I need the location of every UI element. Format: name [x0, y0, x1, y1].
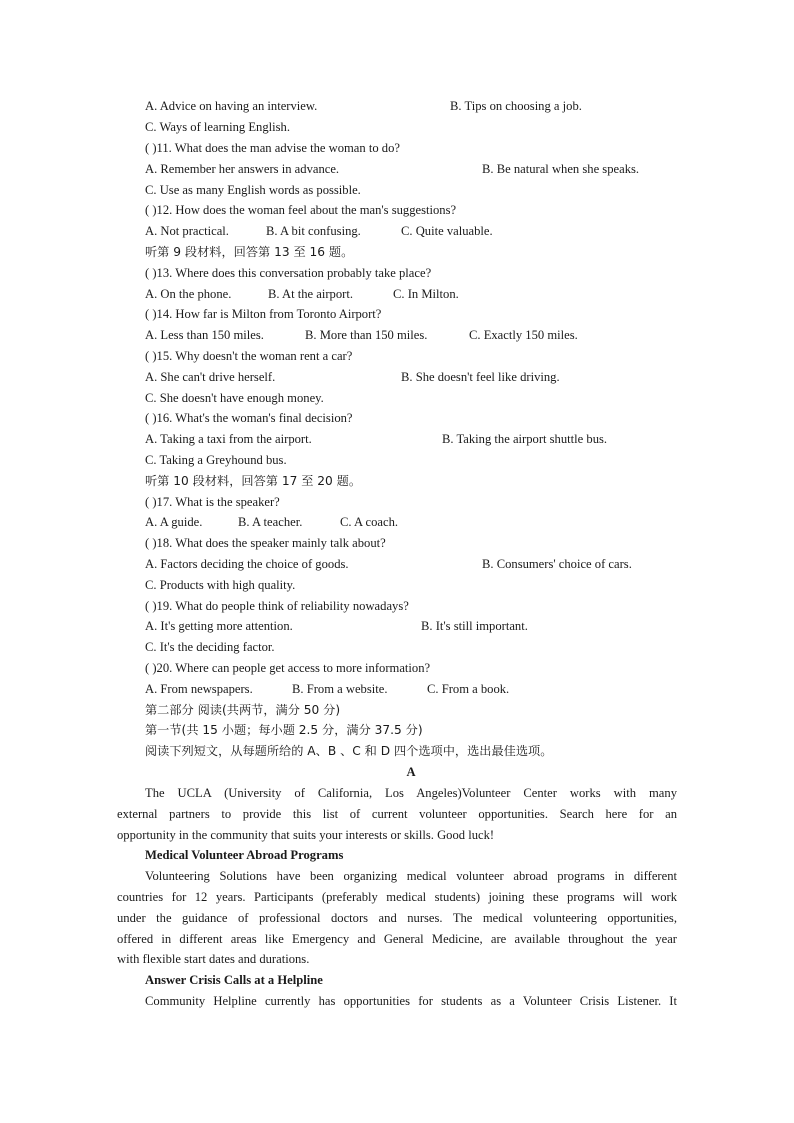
q11-option-c: C. Use as many English words as possible. — [145, 183, 361, 197]
q16-stem: ( )16. What's the woman's final decision? — [145, 411, 353, 425]
q13-option-c: C. In Milton. — [393, 287, 459, 301]
q11-option-a: A. Remember her answers in advance. — [145, 162, 340, 176]
q15-option-b: B. She doesn't feel like driving. — [401, 370, 560, 384]
intro-line-2: external partners to provide this list of current volunteer opportunities. Search here for an — [117, 807, 677, 821]
q19-option-a: A. It's getting more attention. — [145, 619, 293, 633]
para1-line-1: Volunteering Solutions have been organizing medical volunteer abroad programs in different — [145, 869, 677, 883]
q17-stem: ( )17. What is the speaker? — [145, 495, 280, 509]
q12-option-b: B. A bit confusing. — [266, 224, 361, 238]
intro-line-1: The UCLA (University of California, Los Angeles)Volunteer Center works with many — [145, 786, 677, 800]
section-10-instruction: 听第 10 段材料，回答第 17 至 20 题。 — [145, 474, 362, 488]
q20-option-a: A. From newspapers. — [145, 682, 253, 696]
q20-stem: ( )20. Where can people get access to more information? — [145, 661, 431, 675]
q12-option-a: A. Not practical. — [145, 224, 229, 238]
q13-option-b: B. At the airport. — [268, 287, 353, 301]
q14-stem: ( )14. How far is Milton from Toronto Airport? — [145, 307, 382, 321]
q19-option-b: B. It's still important. — [421, 619, 528, 633]
q16-option-a: A. Taking a taxi from the airport. — [145, 432, 312, 446]
q20-option-c: C. From a book. — [427, 682, 510, 696]
q17-option-b: B. A teacher. — [238, 515, 303, 529]
q16-option-c: C. Taking a Greyhound bus. — [145, 453, 287, 467]
section-9-instruction: 听第 9 段材料，回答第 13 至 16 题。 — [145, 245, 354, 259]
q13-stem: ( )13. Where does this conversation probably take place? — [145, 266, 432, 280]
para1-line-5: with flexible start dates and durations. — [117, 952, 310, 966]
q11-stem: ( )11. What does the man advise the woman to do? — [145, 141, 400, 155]
q18-option-b: B. Consumers' choice of cars. — [482, 557, 632, 571]
part2-title: 第二部分 阅读(共两节，满分 50 分) — [145, 703, 341, 717]
q19-stem: ( )19. What do people think of reliability nowadays? — [145, 599, 409, 613]
para1-line-4: offered in different areas like Emergency and General Medicine, are available throughout the year — [117, 932, 677, 946]
q17-option-c: C. A coach. — [340, 515, 399, 529]
q20-option-b: B. From a website. — [292, 682, 388, 696]
q16-option-b: B. Taking the airport shuttle bus. — [442, 432, 608, 446]
q17-option-a: A. A guide. — [145, 515, 203, 529]
q10-option-b: B. Tips on choosing a job. — [450, 99, 582, 113]
q12-option-c: C. Quite valuable. — [401, 224, 493, 238]
para1-line-3: under the guidance of professional doctors and nurses. The medical volunteering opportunities, — [117, 911, 677, 925]
heading-crisis-helpline: Answer Crisis Calls at a Helpline — [145, 973, 323, 987]
q10-option-c: C. Ways of learning English. — [145, 120, 290, 134]
q15-stem: ( )15. Why doesn't the woman rent a car? — [145, 349, 353, 363]
q14-option-a: A. Less than 150 miles. — [145, 328, 264, 342]
para2-line-1: Community Helpline currently has opportunities for students as a Volunteer Crisis Listener. It — [145, 994, 677, 1008]
q15-option-a: A. She can't drive herself. — [145, 370, 276, 384]
part2-instruction: 阅读下列短文，从每题所给的 A、B 、C 和 D 四个选项中，选出最佳选项。 — [145, 744, 553, 758]
intro-line-3: opportunity in the community that suits your interests or skills. Good luck! — [117, 828, 495, 842]
q14-option-b: B. More than 150 miles. — [305, 328, 428, 342]
q19-option-c: C. It's the deciding factor. — [145, 640, 275, 654]
q14-option-c: C. Exactly 150 miles. — [469, 328, 578, 342]
q10-option-a: A. Advice on having an interview. — [145, 99, 318, 113]
heading-medical-volunteer: Medical Volunteer Abroad Programs — [145, 848, 344, 862]
q18-option-a: A. Factors deciding the choice of goods. — [145, 557, 349, 571]
q11-option-b: B. Be natural when she speaks. — [482, 162, 640, 176]
q12-stem: ( )12. How does the woman feel about the man's suggestions? — [145, 203, 457, 217]
q15-option-c: C. She doesn't have enough money. — [145, 391, 324, 405]
para1-line-2: countries for 12 years. Participants (preferably medical students) joining these programs will work — [117, 890, 677, 904]
q13-option-a: A. On the phone. — [145, 287, 232, 301]
part2-section1: 第一节(共 15 小题；每小题 2.5 分，满分 37.5 分) — [145, 723, 423, 737]
q18-option-c: C. Products with high quality. — [145, 578, 296, 592]
passage-label: A — [406, 765, 416, 779]
q18-stem: ( )18. What does the speaker mainly talk about? — [145, 536, 386, 550]
